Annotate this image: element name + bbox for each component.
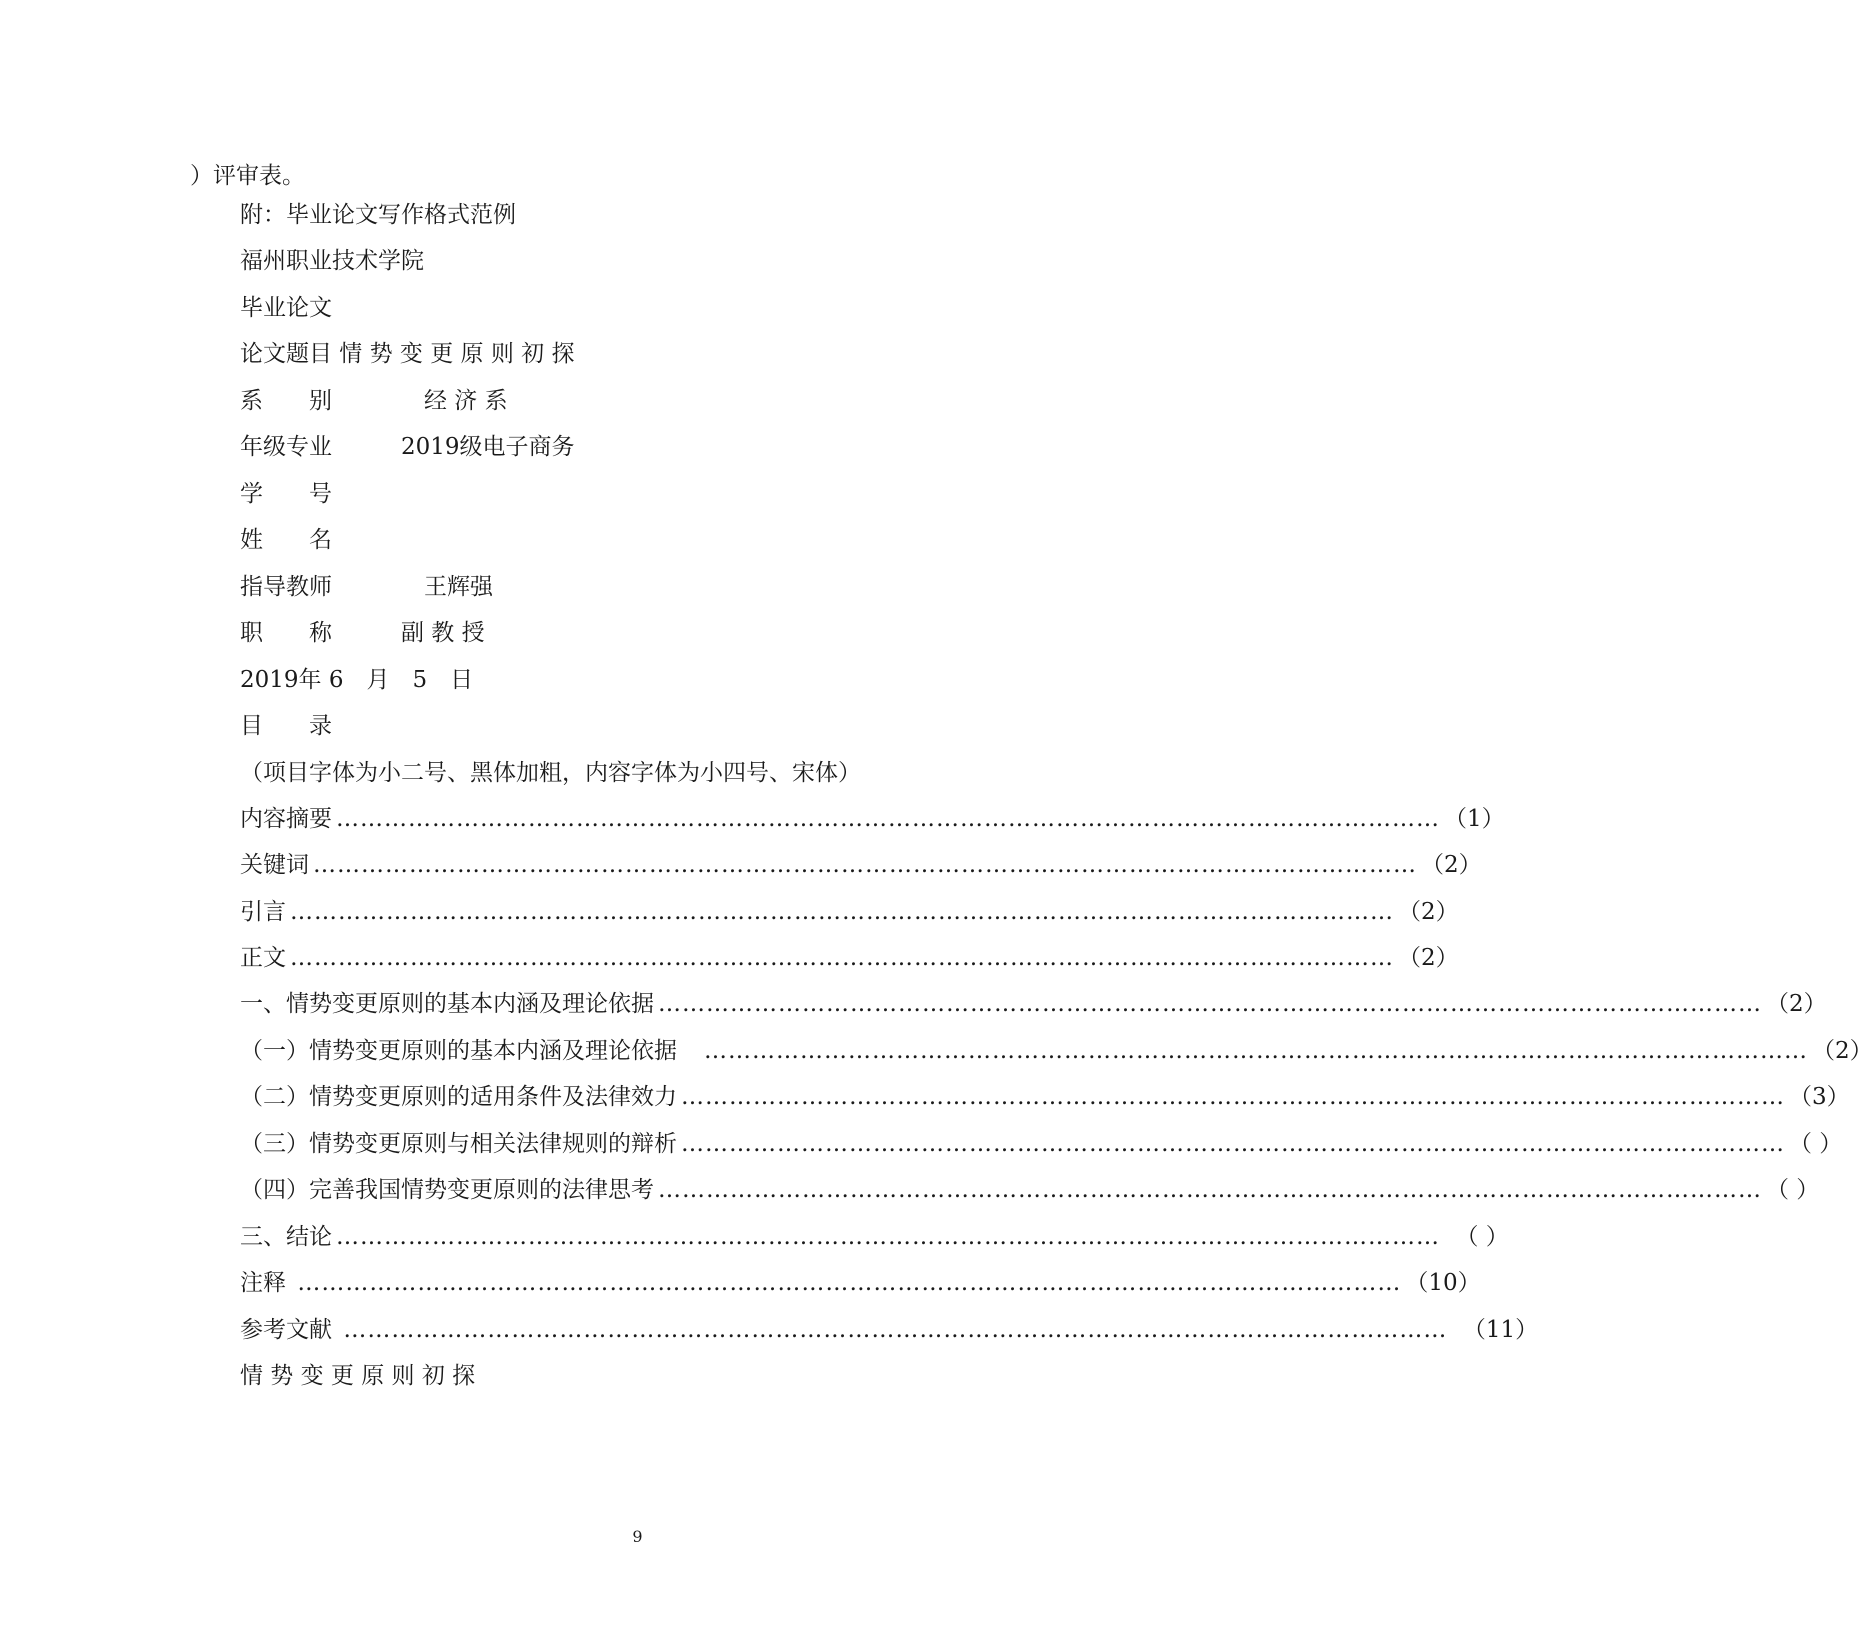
toc-entry-title: 注释 — [240, 1270, 294, 1296]
advisor-field: 指导教师 王辉强 — [240, 574, 493, 600]
toc-leader-dots: ………………………………………………………………………………………………………………………… — [343, 1317, 1448, 1343]
toc-entry — [240, 1315, 1539, 1345]
toc-entry-page: （10） — [1405, 1270, 1481, 1296]
toc-heading: 目 录 — [240, 713, 332, 739]
toc-entry-title: 正文 — [240, 945, 286, 971]
toc-entry-page: （2） — [1766, 991, 1827, 1017]
toc-entry-page: （3） — [1789, 1084, 1850, 1110]
toc-entry-title: 三、结论 — [240, 1224, 332, 1250]
toc-entry-page: （2） — [1812, 1038, 1873, 1064]
toc-leader-dots: ………………………………………………………………………………………………………………………… — [681, 1131, 1785, 1157]
toc-entry-page: （2） — [1398, 945, 1459, 971]
toc-entry — [240, 897, 1459, 927]
toc-entry-title: （一）情势变更原则的基本内涵及理论依据 — [240, 1038, 700, 1064]
continued-text-line: ）评审表。 — [190, 163, 305, 189]
title-rank-field: 职 称 副 教 授 — [240, 620, 485, 646]
toc-leader-dots: ………………………………………………………………………………………………………………………… — [313, 852, 1417, 878]
toc-entry-page: （ ） — [1789, 1131, 1843, 1157]
toc-entry — [240, 1082, 1850, 1112]
student-id-field: 学 号 — [240, 481, 332, 507]
appendix-heading: 附：毕业论文写作格式范例 — [240, 202, 516, 228]
toc-entry-title: （四）完善我国情势变更原则的法律思考 — [240, 1177, 654, 1203]
toc-leader-dots: ………………………………………………………………………………………………………………………… — [704, 1038, 1808, 1064]
institution-name: 福州职业技术学院 — [240, 248, 424, 274]
toc-leader-dots: ………………………………………………………………………………………………………………………… — [336, 806, 1440, 832]
toc-entry-page: （2） — [1421, 852, 1482, 878]
date-field: 2019年 6 月 5 日 — [240, 667, 474, 693]
toc-leader-dots: ………………………………………………………………………………………………………………………… — [290, 945, 1394, 971]
toc-entry — [240, 989, 1827, 1019]
toc-entry-page: （ ） — [1766, 1177, 1820, 1203]
page-number: 9 — [632, 1527, 643, 1546]
toc-entry — [240, 1175, 1820, 1205]
toc-leader-dots: ………………………………………………………………………………………………………………………… — [681, 1084, 1785, 1110]
toc-entry-title: 参考文献 — [240, 1317, 340, 1343]
toc-entry — [240, 1129, 1843, 1159]
department-field: 系 别 经 济 系 — [240, 388, 508, 414]
thesis-title-field: 论文题目 情 势 变 更 原 则 初 探 — [240, 341, 575, 367]
name-field: 姓 名 — [240, 527, 332, 553]
toc-entry — [240, 1222, 1509, 1252]
toc-entry — [240, 1268, 1481, 1298]
toc-entry — [240, 850, 1482, 880]
toc-entry-title: 一、情势变更原则的基本内涵及理论依据 — [240, 991, 654, 1017]
toc-entry-page: （ ） — [1444, 1224, 1509, 1250]
toc-entry-page: （1） — [1444, 806, 1505, 832]
major-field: 年级专业 2019级电子商务 — [240, 434, 575, 460]
toc-leader-dots: ………………………………………………………………………………………………………………………… — [290, 899, 1394, 925]
toc-entry-page: （11） — [1451, 1317, 1539, 1343]
toc-entry-title: 关键词 — [240, 852, 309, 878]
toc-entry-title: 引言 — [240, 899, 286, 925]
toc-leader-dots: ………………………………………………………………………………………………………………………… — [658, 991, 1762, 1017]
toc-entry — [240, 804, 1505, 834]
toc-leader-dots: ………………………………………………………………………………………………………………………… — [336, 1224, 1440, 1250]
format-note: （项目字体为小二号、黑体加粗，内容字体为小四号、宋体） — [240, 760, 861, 786]
toc-entry — [240, 943, 1459, 973]
toc-entry-page: （2） — [1398, 899, 1459, 925]
toc-entry-title: 内容摘要 — [240, 806, 332, 832]
toc-entry — [240, 1036, 1873, 1066]
toc-entry-title: （三）情势变更原则与相关法律规则的辩析 — [240, 1131, 677, 1157]
toc-leader-dots: ………………………………………………………………………………………………………………………… — [658, 1177, 1762, 1203]
thesis-label: 毕业论文 — [240, 295, 332, 321]
toc-leader-dots: ………………………………………………………………………………………………………………………… — [297, 1270, 1402, 1296]
toc-entry-title: （二）情势变更原则的适用条件及法律效力 — [240, 1084, 677, 1110]
section-title: 情 势 变 更 原 则 初 探 — [240, 1363, 476, 1389]
